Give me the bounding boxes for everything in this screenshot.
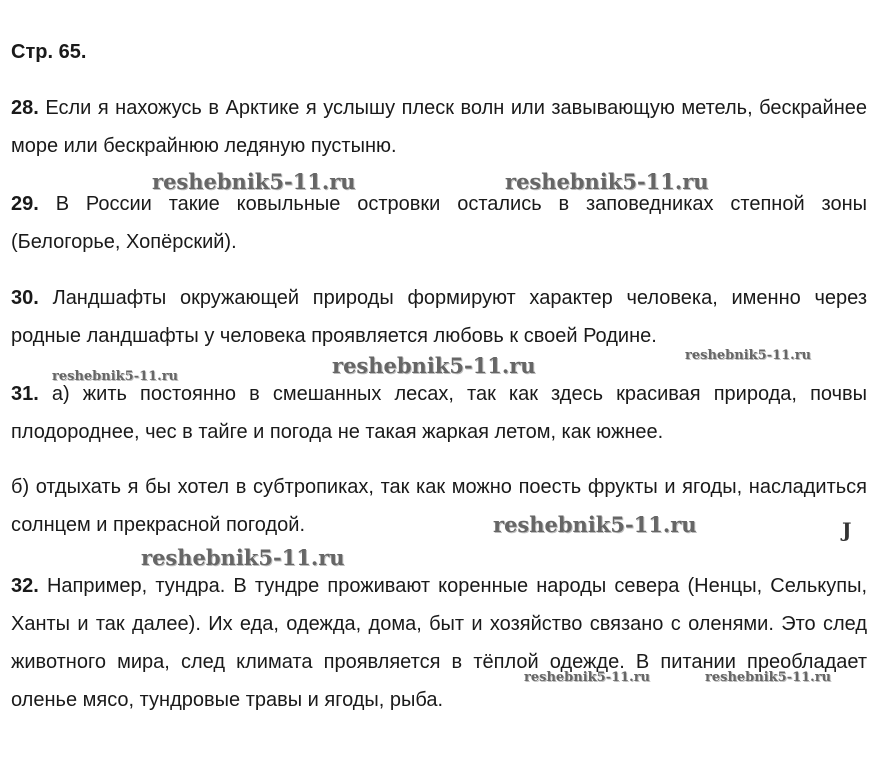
answer-28 [11, 89, 867, 165]
answer-text: Если я нахожусь в Арктике я услышу плеск волн или завывающую метель, бескрайнее море или бескрайнюю ледяную пустыню. [11, 97, 867, 157]
answer-text: а) жить постоянно в смешанных лесах, так как здесь красивая природа, почвы плодороднее, чес в тайге и погода не такая жаркая летом, как южнее. [11, 383, 867, 443]
answer-number: 29. [11, 193, 39, 215]
answer-text: Например, тундра. В тундре проживают коренные народы севера (Ненцы, Селькупы, Ханты и так далее). Их еда, одежда, дома, быт и хозяйство связано с оленями. Это след животного мира, след климата проявляется в тёплой одежде. В питании преобладает оленье мясо, тундровые травы и ягоды, рыба. [11, 575, 868, 711]
answer-number: 31. [11, 383, 39, 405]
answer-31b [11, 468, 867, 544]
watermark: reshebnik5-11.ru [705, 670, 832, 685]
watermark: reshebnik5-11.ru [52, 369, 179, 384]
watermark: reshebnik5-11.ru [685, 348, 812, 363]
watermark: reshebnik5-11.ru [505, 169, 709, 194]
watermark: reshebnik5-11.ru [332, 353, 536, 378]
watermark: reshebnik5-11.ru [141, 545, 345, 570]
stray-mark: J [842, 518, 852, 542]
answer-text: б) отдыхать я бы хотел в субтропиках, так как можно поесть фрукты и ягоды, насладиться солнцем и прекрасной погодой. [11, 476, 867, 536]
answer-30 [11, 279, 867, 355]
answer-text: В России такие ковыльные островки остались в заповедниках степной зоны (Белогорье, Хопёрский). [11, 193, 867, 253]
answer-text: Ландшафты окружающей природы формируют характер человека, именно через родные ландшафты у человека проявляется любовь к своей Родине. [11, 287, 868, 347]
answer-number: 30. [11, 287, 39, 309]
answer-32 [11, 567, 867, 719]
page-header: Стр. 65. [11, 41, 87, 63]
answer-31a [11, 375, 867, 451]
watermark: reshebnik5-11.ru [152, 169, 356, 194]
watermark: reshebnik5-11.ru [493, 512, 697, 537]
answer-number: 32. [11, 575, 39, 597]
answer-29 [11, 185, 867, 261]
answer-number: 28. [11, 97, 39, 119]
watermark: reshebnik5-11.ru [524, 670, 651, 685]
